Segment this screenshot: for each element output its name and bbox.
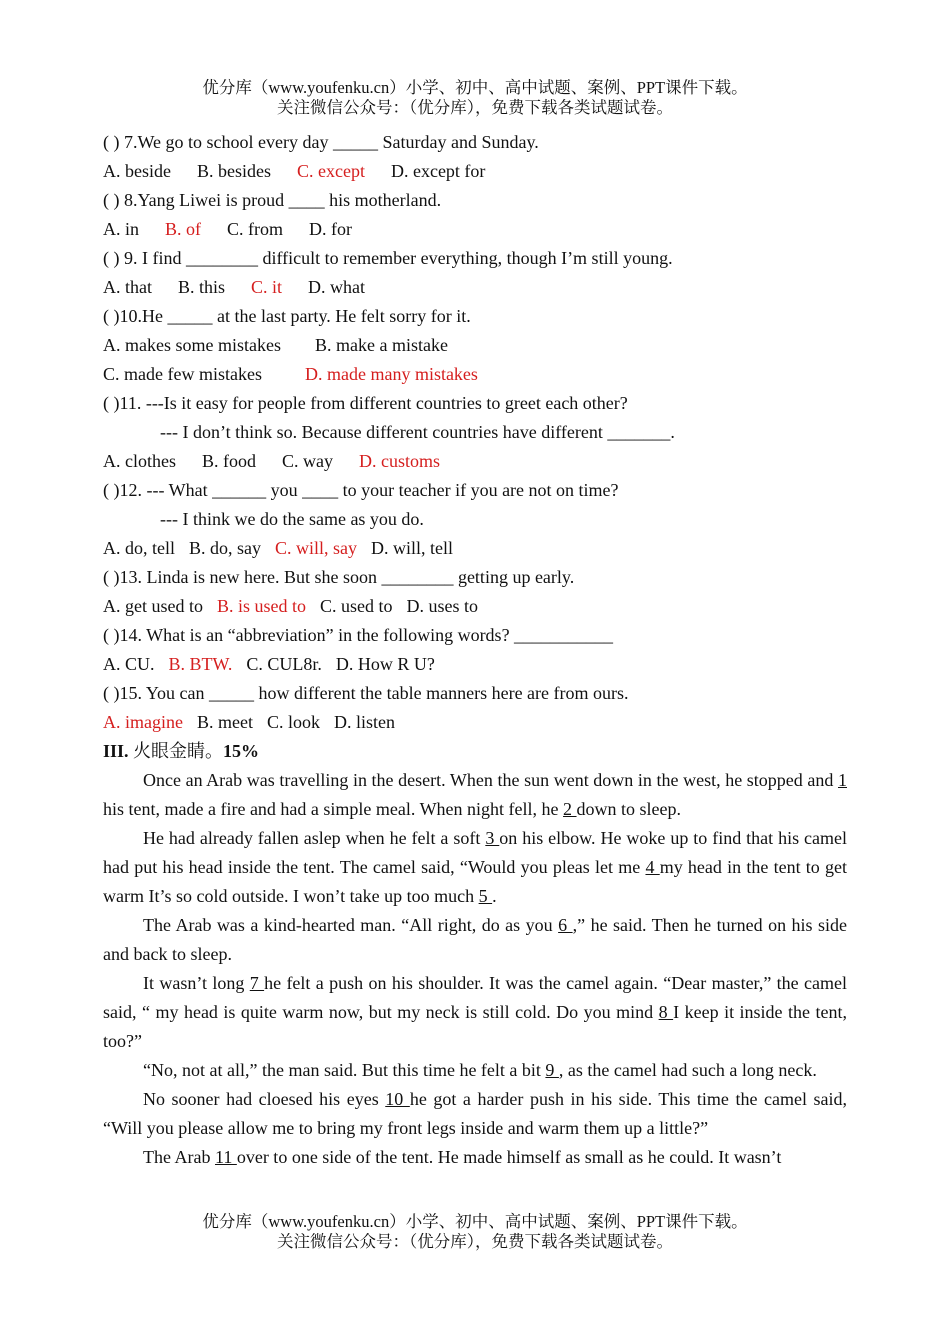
- answer-option: D. customs: [358, 451, 440, 471]
- option: B. besides: [196, 161, 271, 181]
- option: B. this: [178, 277, 226, 297]
- exam-body: [103, 128, 847, 1172]
- options-row: [103, 215, 847, 244]
- blank: 11: [214, 1147, 237, 1167]
- passage-paragraph: It wasn’t long 7 he felt a push on his shoulder. It was the camel again. “Dear master,” the camel said, “ my head is quite warm now, but my neck is still cold. Do you mind 8 I keep it inside the tent, too?”: [103, 973, 848, 1051]
- answer-option: C. except: [296, 161, 365, 181]
- section-title: 火眼金睛。: [133, 741, 224, 761]
- option: A. makes some mistakes: [103, 335, 281, 355]
- option: B. food: [201, 451, 256, 471]
- blank: 9: [545, 1060, 559, 1080]
- passage-paragraph: Once an Arab was travelling in the desert. When the sun went down in the west, he stopped and 1 his tent, made a fire and had a simple meal. When night fell, he 2 down to sleep.: [103, 770, 847, 819]
- blank: 2: [563, 799, 577, 819]
- question-stem-continued: --- I think we do the same as you do.: [160, 509, 424, 529]
- option: C. used to: [320, 596, 393, 616]
- blank: 8: [658, 1002, 674, 1022]
- answer-option: B. BTW.: [168, 654, 233, 674]
- option: C. look: [266, 712, 320, 732]
- option: C. CUL8r.: [246, 654, 322, 674]
- option: D. uses to: [406, 596, 479, 616]
- options-row: [103, 534, 847, 563]
- option: A. beside: [103, 161, 171, 181]
- question-stem: ( ) 9. I find ________ difficult to remember everything, though I’m still young.: [103, 248, 673, 268]
- question-stem: ( )11. ---Is it easy for people from different countries to greet each other?: [103, 393, 628, 413]
- option: A. do, tell: [103, 538, 175, 558]
- option: C. way: [281, 451, 333, 471]
- question-stem: ( ) 8.Yang Liwei is proud ____ his motherland.: [103, 190, 442, 210]
- answer-option: C. it: [251, 277, 283, 297]
- option: A. clothes: [103, 451, 176, 471]
- blank: 1: [838, 770, 847, 790]
- question-stem: ( )15. You can _____ how different the table manners here are from ours.: [103, 683, 629, 703]
- options-row: [103, 708, 847, 737]
- question-stem: ( ) 7.We go to school every day _____ Saturday and Sunday.: [103, 132, 539, 152]
- answer-option: C. will, say: [275, 538, 358, 558]
- passage-paragraph: “No, not at all,” the man said. But this time he felt a bit 9 , as the camel had such a long neck.: [143, 1060, 817, 1080]
- option: B. make a mistake: [314, 335, 448, 355]
- option: D. listen: [334, 712, 395, 732]
- blank: 4: [645, 857, 660, 877]
- options-row: [103, 592, 847, 621]
- section-score: 15%: [223, 741, 260, 761]
- header-line-1: 优分库（www.youfenku.cn）小学、初中、高中试题、案例、PPT课件下载。: [202, 78, 748, 97]
- question-stem-continued: --- I don’t think so. Because different countries have different _______.: [160, 422, 675, 442]
- cloze-passage: [103, 766, 847, 1172]
- option: D. what: [308, 277, 366, 297]
- question-stem: ( )12. --- What ______ you ____ to your teacher if you are not on time?: [103, 480, 619, 500]
- passage-paragraph: The Arab 11 over to one side of the tent. He made himself as small as he could. It wasn’t: [143, 1147, 782, 1167]
- passage-paragraph: The Arab was a kind-hearted man. “All right, do as you 6 ,” he said. Then he turned on his side and back to sleep.: [103, 915, 848, 964]
- blank: 6: [558, 915, 573, 935]
- passage-paragraph: No sooner had cloesed his eyes 10 he got a harder push in his side. This time the camel said, “Will you please allow me to bring my front legs inside and warm them up a little?”: [103, 1089, 848, 1138]
- option: A. get used to: [103, 596, 203, 616]
- option: D. will, tell: [371, 538, 454, 558]
- answer-option: B. of: [165, 219, 201, 239]
- option: B. do, say: [189, 538, 261, 558]
- blank: 3: [485, 828, 500, 848]
- question-stem: ( )14. What is an “abbreviation” in the following words? ___________: [103, 625, 614, 645]
- blank: 5: [478, 886, 493, 906]
- option: B. meet: [196, 712, 253, 732]
- options-row: [103, 273, 847, 302]
- answer-option: A. imagine: [103, 712, 183, 732]
- section-heading: [103, 737, 847, 766]
- section-number: III.: [103, 741, 129, 761]
- passage-paragraph: He had already fallen aslep when he felt a soft 3 on his elbow. He woke up to find that his camel had put his head inside the tent. The camel said, “Would you pleas let me 4 my head in the tent to get warm It’s so cold outside. I won’t take up too much 5 .: [103, 828, 848, 906]
- option: A. CU.: [103, 654, 155, 674]
- question-stem: ( )10.He _____ at the last party. He felt sorry for it.: [103, 306, 471, 326]
- blank: 7: [249, 973, 265, 993]
- option: A. that: [103, 277, 152, 297]
- option: A. in: [103, 219, 139, 239]
- option: C. made few mistakes: [103, 364, 262, 384]
- option: D. How R U?: [335, 654, 435, 674]
- header-line-2: 关注微信公众号：（优分库），免费下载各类试题试卷。: [277, 98, 673, 117]
- option: D. except for: [390, 161, 486, 181]
- question-stem: ( )13. Linda is new here. But she soon ________ getting up early.: [103, 567, 575, 587]
- answer-option: B. is used to: [216, 596, 306, 616]
- blank: 10: [385, 1089, 410, 1109]
- page-header: [0, 78, 950, 118]
- footer-line-1: 优分库（www.youfenku.cn）小学、初中、高中试题、案例、PPT课件下载。: [202, 1212, 748, 1231]
- options-row: [103, 447, 847, 476]
- option: D. for: [309, 219, 352, 239]
- options-row: [103, 650, 847, 679]
- question-list: [103, 128, 847, 737]
- options-row: [103, 157, 847, 186]
- answer-option: D. made many mistakes: [304, 364, 478, 384]
- option: C. from: [227, 219, 283, 239]
- page-footer: [0, 1212, 950, 1252]
- footer-line-2: 关注微信公众号：（优分库），免费下载各类试题试卷。: [277, 1232, 673, 1251]
- options-row: [103, 360, 847, 389]
- options-row: [103, 331, 847, 360]
